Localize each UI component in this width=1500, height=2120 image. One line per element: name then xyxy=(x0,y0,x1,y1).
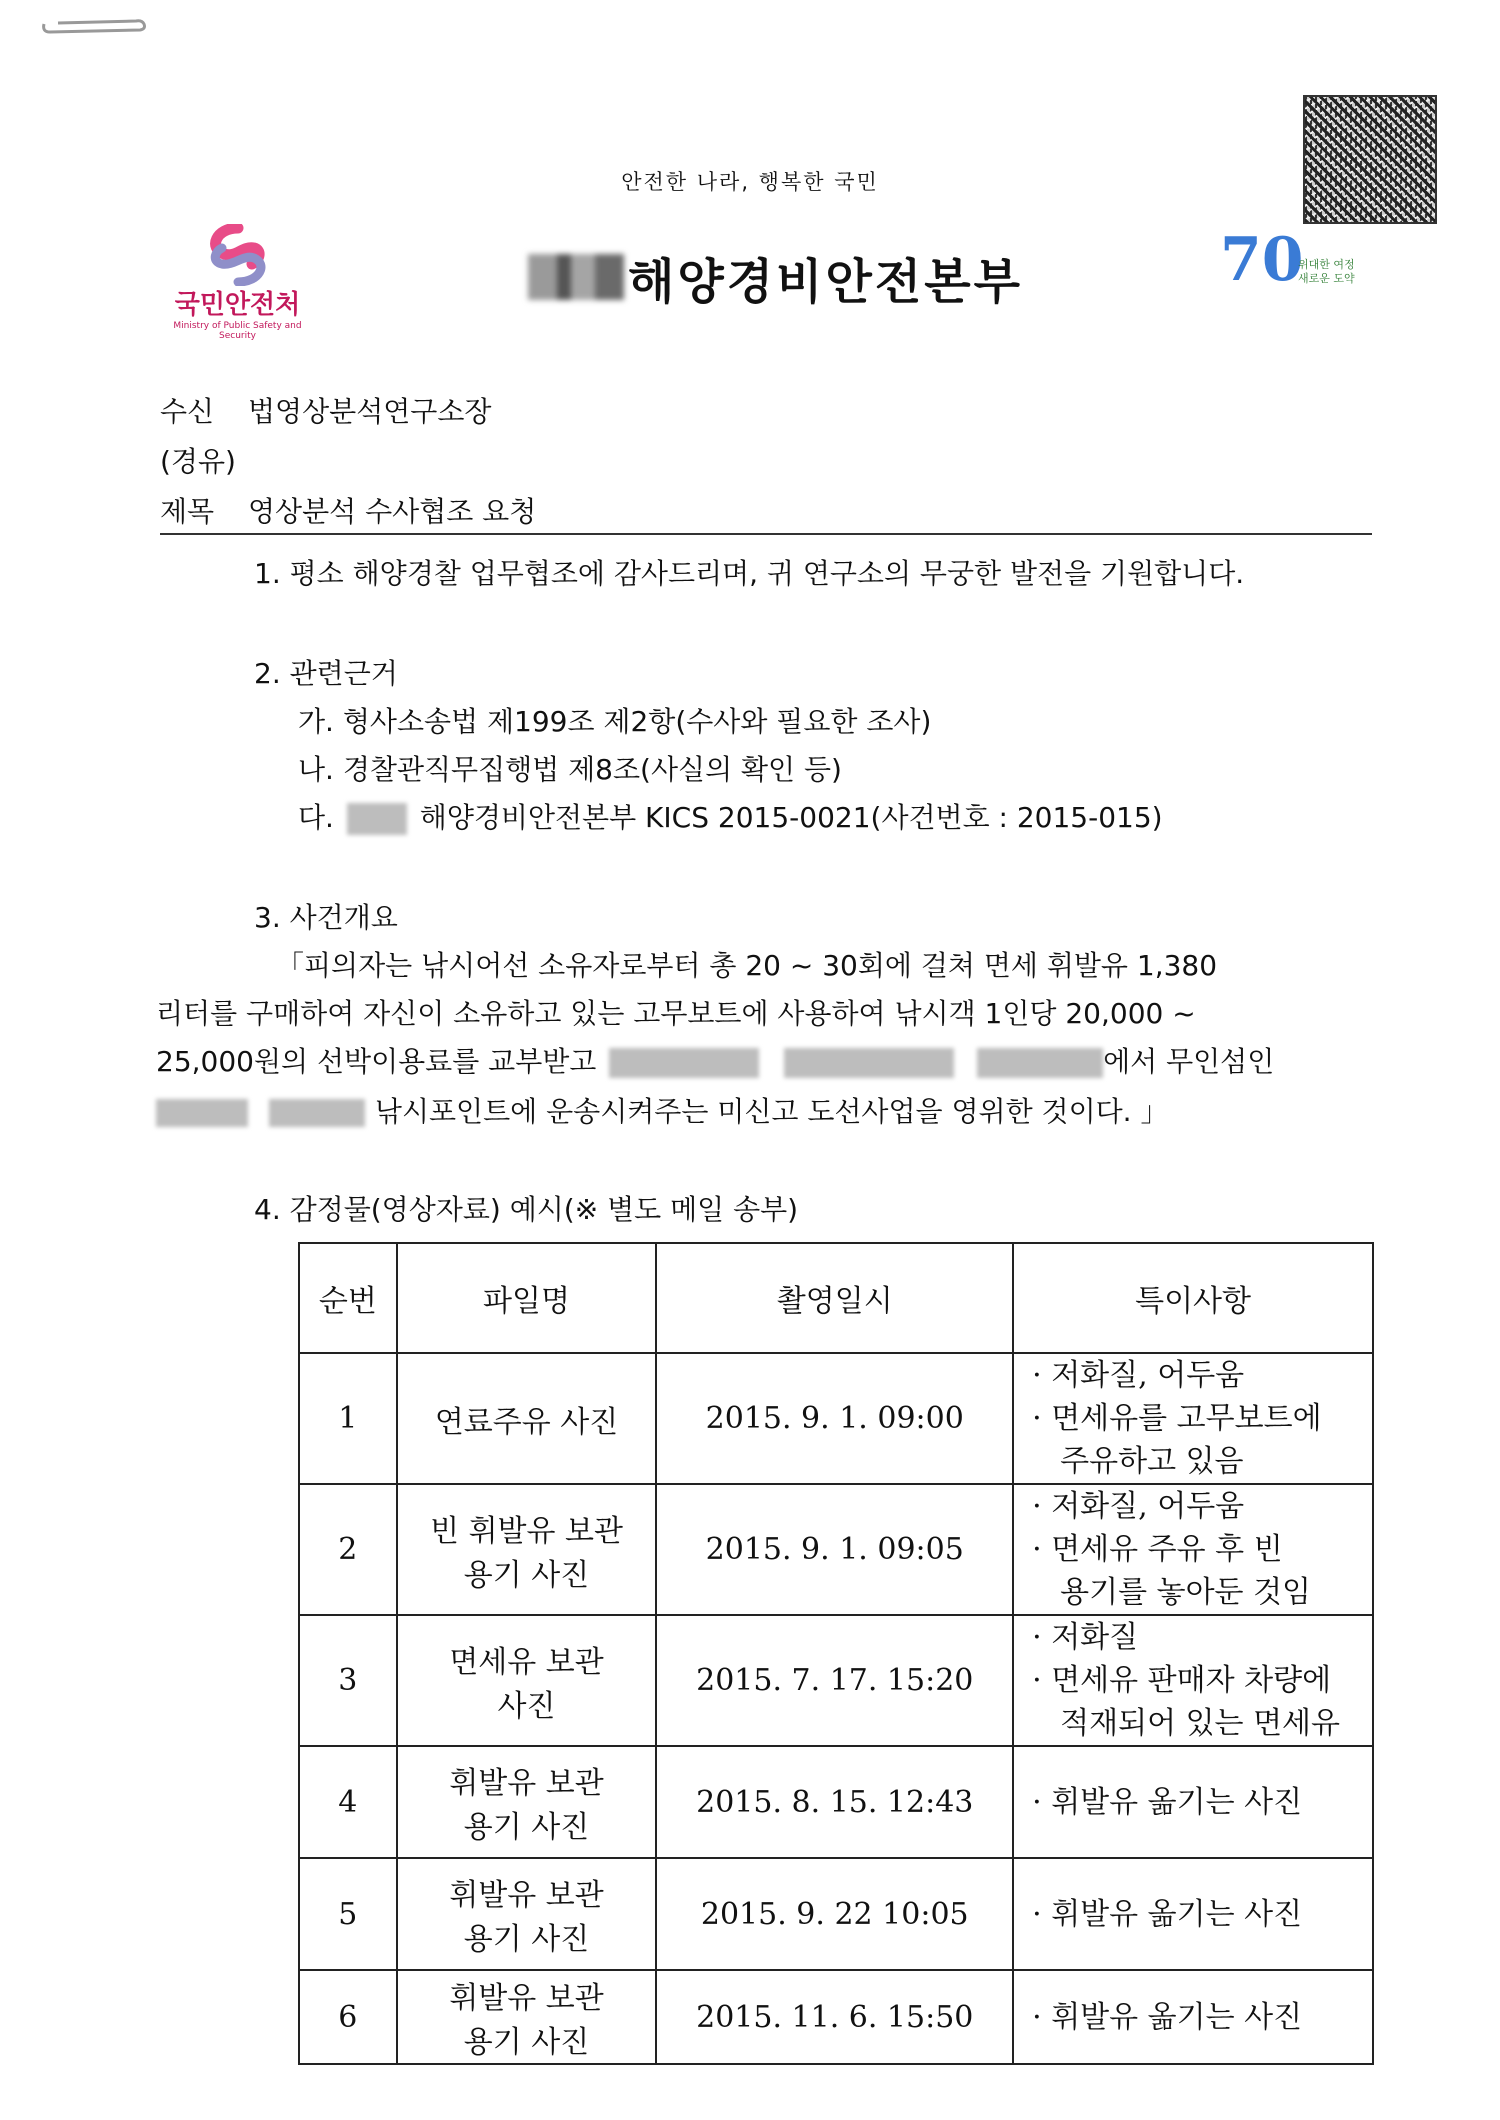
header-divider xyxy=(160,533,1372,535)
table-row xyxy=(299,1353,1373,1484)
cell-no: 3 xyxy=(299,1615,397,1746)
redacted-region xyxy=(347,803,407,835)
anniversary-logo xyxy=(1220,225,1370,300)
redacted-region xyxy=(977,1048,1103,1078)
cell-no: 1 xyxy=(299,1353,397,1484)
paragraph-3-line-4 xyxy=(156,1090,1168,1130)
evidence-table xyxy=(298,1242,1374,2065)
subject-label: 제목 xyxy=(160,495,215,528)
anniversary-line-2: 새로운 도약 xyxy=(1298,272,1355,285)
paragraph-4-title: 4. 감정물(영상자료) 예시(※ 별도 메일 송부) xyxy=(254,1193,799,1226)
recipient-row xyxy=(160,390,491,430)
paper-clip-mark xyxy=(40,18,148,40)
anniversary-line-1: 위대한 여정 xyxy=(1298,258,1355,271)
cell-date: 2015. 9. 1. 09:05 xyxy=(656,1484,1013,1615)
table-header-row xyxy=(299,1243,1373,1353)
paragraph-3-line-2: 리터를 구매하여 자신이 소유하고 있는 고무보트에 사용하여 낚시객 1인당 20,000 ~ xyxy=(156,997,1196,1030)
line-3-start: 25,000원의 선박이용료를 교부받고 xyxy=(156,1045,597,1078)
header-cell-date: 촬영일시 xyxy=(656,1243,1013,1353)
cell-no: 6 xyxy=(299,1970,397,2064)
paragraph-3-title: 3. 사건개요 xyxy=(254,901,398,934)
cell-date: 2015. 8. 15. 12:43 xyxy=(656,1746,1013,1858)
organization-name: 해양경비안전본부 xyxy=(628,253,1023,310)
via-row: (경유) xyxy=(160,445,236,478)
line-3-end: 에서 무인섬인 xyxy=(1103,1045,1275,1078)
ministry-logo xyxy=(165,224,310,341)
item-c-prefix: 다. xyxy=(298,801,334,834)
cell-filename: 연료주유 사진 xyxy=(397,1353,657,1484)
cell-note: · 저화질, 어두움 · 면세유를 고무보트에 주유하고 있음 xyxy=(1013,1353,1373,1484)
paragraph-2-item-a: 가. 형사소송법 제199조 제2항(수사와 필요한 조사) xyxy=(298,705,932,738)
cell-no: 2 xyxy=(299,1484,397,1615)
paragraph-3-line-1: 「피의자는 낚시어선 소유자로부터 총 20 ~ 30회에 걸쳐 면세 휘발유 1,380 xyxy=(276,949,1218,982)
cell-no: 4 xyxy=(299,1746,397,1858)
paragraph-3-line-3 xyxy=(156,1040,1274,1080)
cell-filename: 면세유 보관 사진 xyxy=(397,1615,657,1746)
ministry-emblem-icon xyxy=(198,224,278,286)
cell-filename: 휘발유 보관 용기 사진 xyxy=(397,1970,657,2064)
cell-filename: 빈 휘발유 보관 용기 사진 xyxy=(397,1484,657,1615)
table-row xyxy=(299,1746,1373,1858)
paragraph-1: 1. 평소 해양경찰 업무협조에 감사드리며, 귀 연구소의 무궁한 발전을 기원합니다. xyxy=(254,557,1245,590)
cell-filename: 휘발유 보관 용기 사진 xyxy=(397,1746,657,1858)
header-cell-no: 순번 xyxy=(299,1243,397,1353)
paragraph-2-item-b: 나. 경찰관직무집행법 제8조(사실의 확인 등) xyxy=(298,753,842,786)
line-4-text: 낚시포인트에 운송시켜주는 미신고 도선사업을 영위한 것이다. 」 xyxy=(374,1095,1169,1128)
paragraph-2-item-c xyxy=(298,796,1163,836)
table-row xyxy=(299,1970,1373,2064)
item-c-text: 해양경비안전본부 KICS 2015-0021(사건번호 : 2015-015) xyxy=(419,801,1163,834)
cell-no: 5 xyxy=(299,1858,397,1970)
table-row xyxy=(299,1858,1373,1970)
cell-note: · 저화질 · 면세유 판매자 차량에 적재되어 있는 면세유 xyxy=(1013,1615,1373,1746)
redacted-region xyxy=(269,1099,365,1127)
header-cell-filename: 파일명 xyxy=(397,1243,657,1353)
redacted-region xyxy=(528,254,624,300)
ministry-logo-text: 국민안전처 xyxy=(174,290,301,320)
cell-note: · 휘발유 옮기는 사진 xyxy=(1013,1858,1373,1970)
cell-date: 2015. 9. 22 10:05 xyxy=(656,1858,1013,1970)
paragraph-2-title: 2. 관련근거 xyxy=(254,657,398,690)
anniversary-number: 70 xyxy=(1220,225,1304,295)
cell-note: · 저화질, 어두움 · 면세유 주유 후 빈 용기를 놓아둔 것임 xyxy=(1013,1484,1373,1615)
redacted-region xyxy=(156,1099,248,1127)
cell-date: 2015. 11. 6. 15:50 xyxy=(656,1970,1013,2064)
cell-date: 2015. 9. 1. 09:00 xyxy=(656,1353,1013,1484)
table-row xyxy=(299,1484,1373,1615)
recipient-value: 법영상분석연구소장 xyxy=(248,395,492,428)
slogan: 안전한 나라, 행복한 국민 xyxy=(621,170,879,194)
header-cell-note: 특이사항 xyxy=(1013,1243,1373,1353)
subject-value: 영상분석 수사협조 요청 xyxy=(248,495,537,528)
cell-date: 2015. 7. 17. 15:20 xyxy=(656,1615,1013,1746)
ministry-logo-subtext: Ministry of Public Safety and Security xyxy=(173,321,302,341)
subject-row xyxy=(160,490,536,530)
cell-filename: 휘발유 보관 용기 사진 xyxy=(397,1858,657,1970)
cell-note: · 휘발유 옮기는 사진 xyxy=(1013,1970,1373,2064)
organization-title xyxy=(528,246,1023,308)
table-row xyxy=(299,1615,1373,1746)
redacted-region xyxy=(609,1048,759,1078)
cell-note: · 휘발유 옮기는 사진 xyxy=(1013,1746,1373,1858)
redacted-region xyxy=(784,1048,954,1078)
qr-code xyxy=(1303,95,1437,224)
recipient-label: 수신 xyxy=(160,395,215,428)
